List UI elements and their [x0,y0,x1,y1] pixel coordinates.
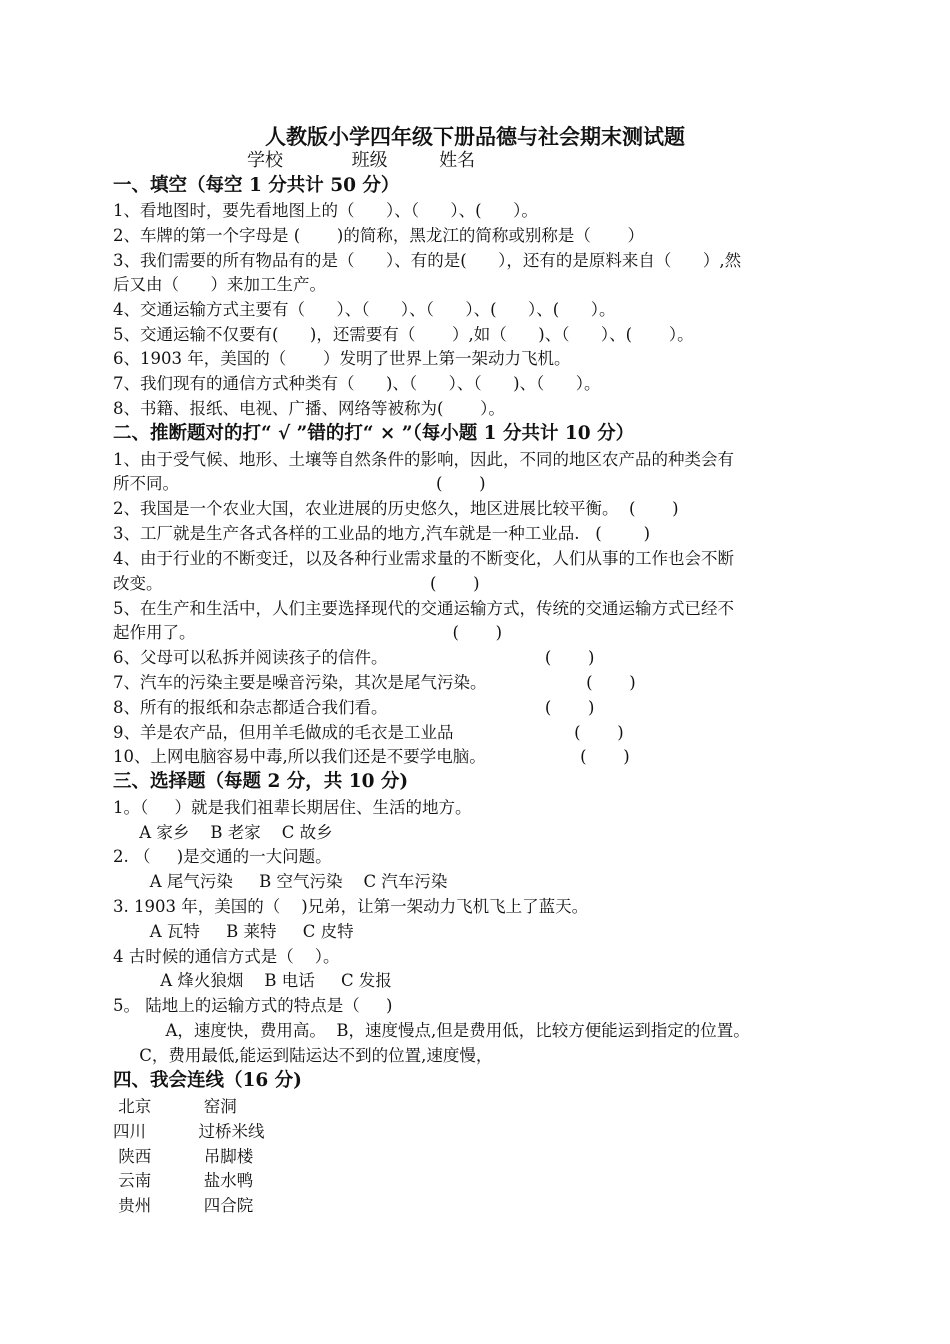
question-line: 8、所有的报纸和杂志都适合我们看。 ( ) [113,698,595,717]
document-title: 人教版小学四年级下册品德与社会期末测试题 [265,124,685,149]
question-line: 1、由于受气候、地形、土壤等自然条件的影响，因此，不同的地区农产品的种类会有 [113,450,734,469]
choice-options: A 尾气污染 B 空气污染 C 汽车污染 [113,872,448,891]
question-line: 10、上网电脑容易中毒,所以我们还是不要学电脑。 ( ) [113,747,630,766]
section-heading-multiple-choice: 三、选择题（每题 2 分，共 10 分) [113,771,409,792]
question-line: 6、父母可以私拆并阅读孩子的信件。 ( ) [113,648,595,667]
section-heading-fill-blank: 一、填空（每空 1 分共计 50 分） [113,175,400,196]
question-line: 3、我们需要的所有物品有的是（ ）、有的是( ），还有的是原料来自（ ）,然 [113,251,742,270]
question-line: 2、我国是一个农业大国，农业进展的历史悠久，地区进展比较平衡。 ( ) [113,499,679,518]
question-line: 7、汽车的污染主要是噪音污染，其次是尾气污染。 ( ) [113,673,636,692]
question-line: 起作用了。 ( ) [113,623,503,642]
matching-row: 北京 窑洞 [113,1097,237,1116]
question-line: 4、交通运输方式主要有（ ）、（ ）、（ ）、( ）、( ）。 [113,300,616,319]
section-heading-matching: 四、我会连线（16 分) [113,1070,302,1091]
question-line: 8、书籍、报纸、电视、广播、网络等被称为( ）。 [113,399,505,418]
question-line: 4 古时候的通信方式是（ ）。 [113,947,340,966]
choice-options: A 家乡 B 老家 C 故乡 [113,823,333,842]
question-line: 后又由（ ）来加工生产。 [113,275,326,294]
question-line: 所不同。 ( ) [113,474,486,493]
matching-row: 陕西 吊脚楼 [113,1147,254,1166]
question-line: 1。（ ）就是我们祖辈长期居住、生活的地方。 [113,798,472,817]
question-line: 3. 1903 年，美国的（ )兄弟，让第一架动力飞机飞上了蓝天。 [113,897,589,916]
matching-row: 四川 过桥米线 [113,1122,265,1141]
question-line: 3、工厂就是生产各式各样的工业品的地方,汽车就是一种工业品. ( ) [113,524,651,543]
matching-row: 贵州 四合院 [113,1196,254,1215]
choice-options: C，费用最低,能运到陆运达不到的位置,速度慢， [113,1046,493,1065]
question-line: 7、我们现有的通信方式种类有（ )、（ ）、（ )、（ ）。 [113,374,601,393]
question-line: 5、交通运输不仅要有( )，还需要有（ ）,如（ )、（ ）、( ）。 [113,325,694,344]
student-info-line: 学校 班级 姓名 [247,150,476,171]
question-line: 2、车牌的第一个字母是 ( )的简称，黑龙江的简称或别称是（ ） [113,226,645,245]
question-line: 4、由于行业的不断变迁，以及各种行业需求量的不断变化，人们从事的工作也会不断 [113,549,734,568]
question-line: 9、羊是农产品，但用羊毛做成的毛衣是工业品 ( ) [113,723,624,742]
question-line: 改变。 ( ) [113,574,480,593]
choice-options: A 烽火狼烟 B 电话 C 发报 [113,971,392,990]
section-heading-true-false: 二、推断题对的打“ √ ”错的打“ × ”（每小题 1 分共计 10 分） [113,423,635,444]
matching-row: 云南 盐水鸭 [113,1171,254,1190]
question-line: 1、看地图时，要先看地图上的（ ）、（ ）、( ）。 [113,201,538,220]
question-line: 6、1903 年，美国的（ ）发明了世界上第一架动力飞机。 [113,349,571,368]
question-line: 2. （ )是交通的一大问题。 [113,847,332,866]
question-line: 5、在生产和生活中，人们主要选择现代的交通运输方式，传统的交通运输方式已经不 [113,599,734,618]
choice-options: A，速度快，费用高。 B，速度慢点,但是费用低，比较方便能运到指定的位置。 [113,1021,750,1040]
choice-options: A 瓦特 B 莱特 C 皮特 [113,922,354,941]
question-line: 5。 陆地上的运输方式的特点是（ ) [113,996,393,1015]
